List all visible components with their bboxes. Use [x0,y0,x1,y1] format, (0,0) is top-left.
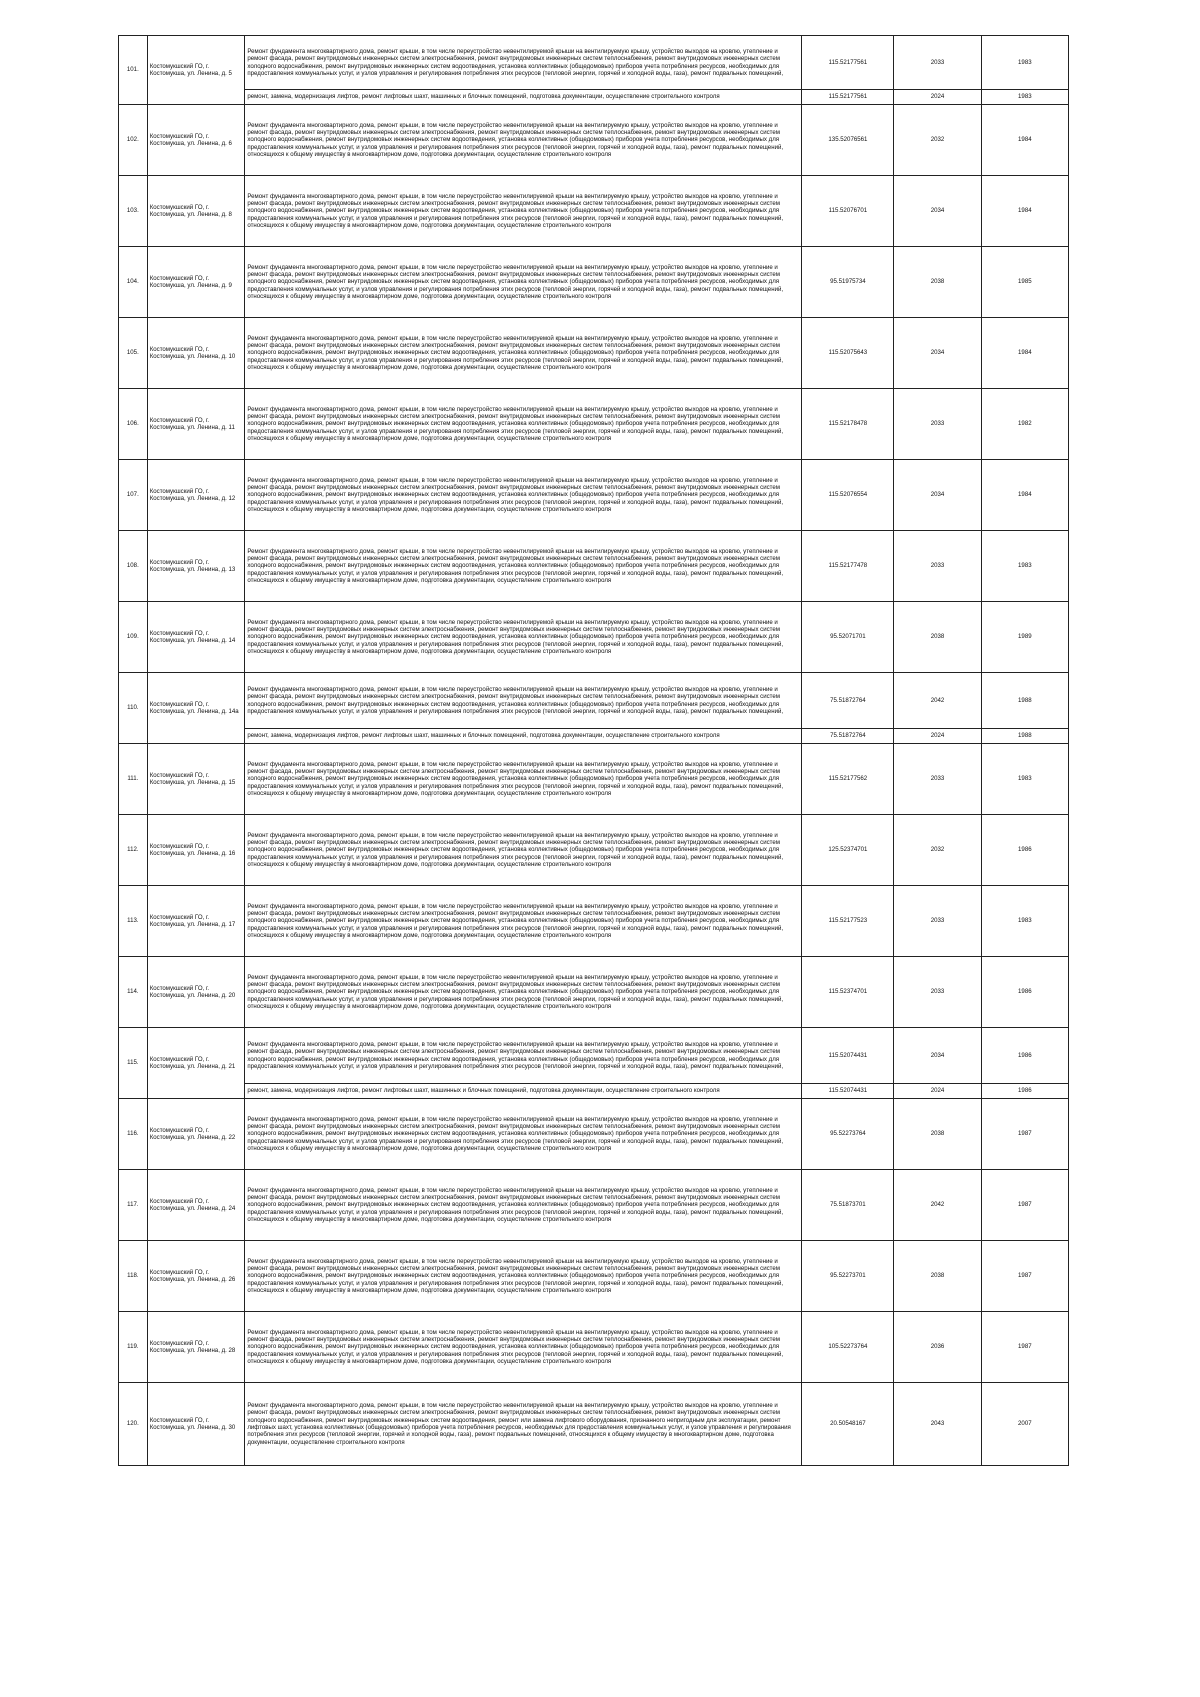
capital-repair-table [118,35,1069,1466]
commission-year-cell: 1984 [981,318,1068,389]
row-number: 117. [119,1170,148,1241]
cost-cell: 75.51873701 [802,1170,894,1241]
commission-year-cell: 1986 [981,815,1068,886]
row-number: 119. [119,1312,148,1383]
address-cell: Костомукшский ГО, г. Костомукша, ул. Ленина, д. 8 [147,176,245,247]
row-number: 102. [119,105,148,176]
table-row [119,90,1069,105]
cost-cell: 115.52076701 [802,176,894,247]
cost-cell: 115.52374701 [802,957,894,1028]
works-description-cell: ремонт, замена, модернизация лифтов, ремонт лифтовых шахт, машинных и блочных помещений, подготовка документации, осуществление строительного контроля [245,1084,802,1099]
planned-year-cell: 2034 [894,1028,981,1084]
commission-year-cell: 1987 [981,1312,1068,1383]
planned-year-cell: 2032 [894,815,981,886]
cost-cell: 95.52273764 [802,1099,894,1170]
works-description-cell: Ремонт фундамента многоквартирного дома, ремонт крыши, в том числе переустройство невентилируемой крыши на вентилируемую крышу, устройство выходов на кровлю, утепление и ремонт фасада, ремонт внутридомовых инженерных систем электроснабжения, ремонт внутридомовых инженерных систем теплоснабжения, ремонт внутридомовых инженерных систем холодного водоснабжения, ремонт внутридомовых инженерных систем водоотведения, установка коллективных (общедомовых) приборов учета потребления ресурсов, необходимых для предоставления коммунальных услуг, и узлов управления и регулирования потребления этих ресурсов (тепловой энергии, горячей и холодной воды, газа), ремонт подвальных помещений, относящихся к общему имуществу в многоквартирном доме, подготовка документации, осуществление строительного контроля [245,886,802,957]
works-description-cell: Ремонт фундамента многоквартирного дома, ремонт крыши, в том числе переустройство невентилируемой крыши на вентилируемую крышу, устройство выходов на кровлю, утепление и ремонт фасада, ремонт внутридомовых инженерных систем электроснабжения, ремонт внутридомовых инженерных систем теплоснабжения, ремонт внутридомовых инженерных систем холодного водоснабжения, ремонт внутридомовых инженерных систем водоотведения, установка коллективных (общедомовых) приборов учета потребления ресурсов, необходимых для предоставления коммунальных услуг, и узлов управления и регулирования потребления этих ресурсов (тепловой энергии, горячей и холодной воды, газа), ремонт подвальных помещений, [245,673,802,729]
cost-cell: 115.52074431 [802,1084,894,1099]
cost-cell: 105.52273764 [802,1312,894,1383]
planned-year-cell: 2043 [894,1383,981,1466]
commission-year-cell: 1987 [981,1241,1068,1312]
table-row [119,1312,1069,1383]
address-cell: Костомукшский ГО, г. Костомукша, ул. Ленина, д. 6 [147,105,245,176]
cost-cell: 20.50548167 [802,1383,894,1466]
works-description-cell: Ремонт фундамента многоквартирного дома, ремонт крыши, в том числе переустройство невентилируемой крыши на вентилируемую крышу, устройство выходов на кровлю, утепление и ремонт фасада, ремонт внутридомовых инженерных систем электроснабжения, ремонт внутридомовых инженерных систем теплоснабжения, ремонт внутридомовых инженерных систем холодного водоснабжения, ремонт внутридомовых инженерных систем водоотведения, установка коллективных (общедомовых) приборов учета потребления ресурсов, необходимых для предоставления коммунальных услуг, и узлов управления и регулирования потребления этих ресурсов (тепловой энергии, горячей и холодной воды, газа), ремонт подвальных помещений, относящихся к общему имуществу в многоквартирном доме, подготовка документации, осуществление строительного контроля [245,957,802,1028]
planned-year-cell: 2038 [894,602,981,673]
row-number: 106. [119,389,148,460]
works-description-cell: Ремонт фундамента многоквартирного дома, ремонт крыши, в том числе переустройство невентилируемой крыши на вентилируемую крышу, устройство выходов на кровлю, утепление и ремонт фасада, ремонт внутридомовых инженерных систем электроснабжения, ремонт внутридомовых инженерных систем теплоснабжения, ремонт внутридомовых инженерных систем холодного водоснабжения, ремонт внутридомовых инженерных систем водоотведения, установка коллективных (общедомовых) приборов учета потребления ресурсов, необходимых для предоставления коммунальных услуг, и узлов управления и регулирования потребления этих ресурсов (тепловой энергии, горячей и холодной воды, газа), ремонт подвальных помещений, относящихся к общему имуществу в многоквартирном доме, подготовка документации, осуществление строительного контроля [245,815,802,886]
table-row [119,247,1069,318]
commission-year-cell: 1987 [981,1099,1068,1170]
table-row [119,389,1069,460]
row-number: 105. [119,318,148,389]
cost-cell: 115.52075643 [802,318,894,389]
works-description-cell: Ремонт фундамента многоквартирного дома, ремонт крыши, в том числе переустройство невентилируемой крыши на вентилируемую крышу, устройство выходов на кровлю, утепление и ремонт фасада, ремонт внутридомовых инженерных систем электроснабжения, ремонт внутридомовых инженерных систем теплоснабжения, ремонт внутридомовых инженерных систем холодного водоснабжения, ремонт внутридомовых инженерных систем водоотведения, установка коллективных (общедомовых) приборов учета потребления ресурсов, необходимых для предоставления коммунальных услуг, и узлов управления и регулирования потребления этих ресурсов (тепловой энергии, горячей и холодной воды, газа), ремонт подвальных помещений, [245,1028,802,1084]
works-description-cell: ремонт, замена, модернизация лифтов, ремонт лифтовых шахт, машинных и блочных помещений, подготовка документации, осуществление строительного контроля [245,729,802,744]
row-number: 116. [119,1099,148,1170]
works-description-cell: Ремонт фундамента многоквартирного дома, ремонт крыши, в том числе переустройство невентилируемой крыши на вентилируемую крышу, устройство выходов на кровлю, утепление и ремонт фасада, ремонт внутридомовых инженерных систем электроснабжения, ремонт внутридомовых инженерных систем теплоснабжения, ремонт внутридомовых инженерных систем холодного водоснабжения, ремонт внутридомовых инженерных систем водоотведения, установка коллективных (общедомовых) приборов учета потребления ресурсов, необходимых для предоставления коммунальных услуг, и узлов управления и регулирования потребления этих ресурсов (тепловой энергии, горячей и холодной воды, газа), ремонт подвальных помещений, относящихся к общему имуществу в многоквартирном доме, подготовка документации, осуществление строительного контроля [245,176,802,247]
commission-year-cell: 1983 [981,90,1068,105]
works-description-cell: Ремонт фундамента многоквартирного дома, ремонт крыши, в том числе переустройство невентилируемой крыши на вентилируемую крышу, устройство выходов на кровлю, утепление и ремонт фасада, ремонт внутридомовых инженерных систем электроснабжения, ремонт внутридомовых инженерных систем теплоснабжения, ремонт внутридомовых инженерных систем холодного водоснабжения, ремонт внутридомовых инженерных систем водоотведения, установка коллективных (общедомовых) приборов учета потребления ресурсов, необходимых для предоставления коммунальных услуг, и узлов управления и регулирования потребления этих ресурсов (тепловой энергии, горячей и холодной воды, газа), ремонт подвальных помещений, относящихся к общему имуществу в многоквартирном доме, подготовка документации, осуществление строительного контроля [245,1312,802,1383]
works-description-cell: Ремонт фундамента многоквартирного дома, ремонт крыши, в том числе переустройство невентилируемой крыши на вентилируемую крышу, устройство выходов на кровлю, утепление и ремонт фасада, ремонт внутридомовых инженерных систем электроснабжения, ремонт внутридомовых инженерных систем теплоснабжения, ремонт внутридомовых инженерных систем холодного водоснабжения, ремонт внутридомовых инженерных систем водоотведения, установка коллективных (общедомовых) приборов учета потребления ресурсов, необходимых для предоставления коммунальных услуг, и узлов управления и регулирования потребления этих ресурсов (тепловой энергии, горячей и холодной воды, газа), ремонт подвальных помещений, относящихся к общему имуществу в многоквартирном доме, подготовка документации, осуществление строительного контроля [245,1170,802,1241]
planned-year-cell: 2024 [894,1084,981,1099]
table-row [119,729,1069,744]
planned-year-cell: 2034 [894,318,981,389]
commission-year-cell: 1987 [981,1170,1068,1241]
works-description-cell: Ремонт фундамента многоквартирного дома, ремонт крыши, в том числе переустройство невентилируемой крыши на вентилируемую крышу, устройство выходов на кровлю, утепление и ремонт фасада, ремонт внутридомовых инженерных систем электроснабжения, ремонт внутридомовых инженерных систем теплоснабжения, ремонт внутридомовых инженерных систем холодного водоснабжения, ремонт внутридомовых инженерных систем водоотведения, установка коллективных (общедомовых) приборов учета потребления ресурсов, необходимых для предоставления коммунальных услуг, и узлов управления и регулирования потребления этих ресурсов (тепловой энергии, горячей и холодной воды, газа), ремонт подвальных помещений, относящихся к общему имуществу в многоквартирном доме, подготовка документации, осуществление строительного контроля [245,1241,802,1312]
cost-cell: 125.52374701 [802,815,894,886]
cost-cell: 115.52177561 [802,36,894,90]
planned-year-cell: 2038 [894,1241,981,1312]
table-row [119,1170,1069,1241]
table-row [119,460,1069,531]
commission-year-cell: 1984 [981,460,1068,531]
row-number: 114. [119,957,148,1028]
table-row [119,602,1069,673]
planned-year-cell: 2033 [894,957,981,1028]
row-number: 109. [119,602,148,673]
planned-year-cell: 2034 [894,176,981,247]
cost-cell: 115.52076554 [802,460,894,531]
table-row [119,176,1069,247]
commission-year-cell: 1983 [981,531,1068,602]
planned-year-cell: 2024 [894,90,981,105]
works-description-cell: Ремонт фундамента многоквартирного дома, ремонт крыши, в том числе переустройство невентилируемой крыши на вентилируемую крышу, устройство выходов на кровлю, утепление и ремонт фасада, ремонт внутридомовых инженерных систем электроснабжения, ремонт внутридомовых инженерных систем теплоснабжения, ремонт внутридомовых инженерных систем холодного водоснабжения, ремонт внутридомовых инженерных систем водоотведения, установка коллективных (общедомовых) приборов учета потребления ресурсов, необходимых для предоставления коммунальных услуг, и узлов управления и регулирования потребления этих ресурсов (тепловой энергии, горячей и холодной воды, газа), ремонт подвальных помещений, относящихся к общему имуществу в многоквартирном доме, подготовка документации, осуществление строительного контроля [245,460,802,531]
row-number: 108. [119,531,148,602]
commission-year-cell: 1984 [981,105,1068,176]
address-cell: Костомукшский ГО, г. Костомукша, ул. Ленина, д. 22 [147,1099,245,1170]
table-row [119,1099,1069,1170]
commission-year-cell: 1983 [981,886,1068,957]
commission-year-cell: 1988 [981,673,1068,729]
row-number: 113. [119,886,148,957]
address-cell: Костомукшский ГО, г. Костомукша, ул. Ленина, д. 17 [147,886,245,957]
cost-cell: 115.52178478 [802,389,894,460]
table-row [119,957,1069,1028]
planned-year-cell: 2034 [894,460,981,531]
row-number: 110. [119,673,148,744]
cost-cell: 135.52076561 [802,105,894,176]
planned-year-cell: 2033 [894,886,981,957]
commission-year-cell: 1988 [981,729,1068,744]
works-description-cell: ремонт, замена, модернизация лифтов, ремонт лифтовых шахт, машинных и блочных помещений, подготовка документации, осуществление строительного контроля [245,90,802,105]
address-cell: Костомукшский ГО, г. Костомукша, ул. Ленина, д. 16 [147,815,245,886]
table-row [119,1084,1069,1099]
cost-cell: 115.52177562 [802,744,894,815]
address-cell: Костомукшский ГО, г. Костомукша, ул. Ленина, д. 20 [147,957,245,1028]
address-cell: Костомукшский ГО, г. Костомукша, ул. Ленина, д. 5 [147,36,245,105]
planned-year-cell: 2033 [894,36,981,90]
planned-year-cell: 2033 [894,389,981,460]
works-description-cell: Ремонт фундамента многоквартирного дома, ремонт крыши, в том числе переустройство невентилируемой крыши на вентилируемую крышу, устройство выходов на кровлю, утепление и ремонт фасада, ремонт внутридомовых инженерных систем электроснабжения, ремонт внутридомовых инженерных систем теплоснабжения, ремонт внутридомовых инженерных систем холодного водоснабжения, ремонт внутридомовых инженерных систем водоотведения, установка коллективных (общедомовых) приборов учета потребления ресурсов, необходимых для предоставления коммунальных услуг, и узлов управления и регулирования потребления этих ресурсов (тепловой энергии, горячей и холодной воды, газа), ремонт подвальных помещений, относящихся к общему имуществу в многоквартирном доме, подготовка документации, осуществление строительного контроля [245,744,802,815]
commission-year-cell: 1989 [981,602,1068,673]
row-number: 112. [119,815,148,886]
address-cell: Костомукшский ГО, г. Костомукша, ул. Ленина, д. 11 [147,389,245,460]
row-number: 107. [119,460,148,531]
cost-cell: 75.51872764 [802,729,894,744]
works-description-cell: Ремонт фундамента многоквартирного дома, ремонт крыши, в том числе переустройство невентилируемой крыши на вентилируемую крышу, устройство выходов на кровлю, утепление и ремонт фасада, ремонт внутридомовых инженерных систем электроснабжения, ремонт внутридомовых инженерных систем теплоснабжения, ремонт внутридомовых инженерных систем холодного водоснабжения, ремонт внутридомовых инженерных систем водоотведения, установка коллективных (общедомовых) приборов учета потребления ресурсов, необходимых для предоставления коммунальных услуг, и узлов управления и регулирования потребления этих ресурсов (тепловой энергии, горячей и холодной воды, газа), ремонт подвальных помещений, относящихся к общему имуществу в многоквартирном доме, подготовка документации, осуществление строительного контроля [245,602,802,673]
works-description-cell: Ремонт фундамента многоквартирного дома, ремонт крыши, в том числе переустройство невентилируемой крыши на вентилируемую крышу, устройство выходов на кровлю, утепление и ремонт фасада, ремонт внутридомовых инженерных систем электроснабжения, ремонт внутридомовых инженерных систем теплоснабжения, ремонт внутридомовых инженерных систем холодного водоснабжения, ремонт внутридомовых инженерных систем водоотведения, установка коллективных (общедомовых) приборов учета потребления ресурсов, необходимых для предоставления коммунальных услуг, и узлов управления и регулирования потребления этих ресурсов (тепловой энергии, горячей и холодной воды, газа), ремонт подвальных помещений, относящихся к общему имуществу в многоквартирном доме, подготовка документации, осуществление строительного контроля [245,105,802,176]
commission-year-cell: 1982 [981,389,1068,460]
cost-cell: 75.51872764 [802,673,894,729]
works-description-cell: Ремонт фундамента многоквартирного дома, ремонт крыши, в том числе переустройство невентилируемой крыши на вентилируемую крышу, устройство выходов на кровлю, утепление и ремонт фасада, ремонт внутридомовых инженерных систем электроснабжения, ремонт внутридомовых инженерных систем теплоснабжения, ремонт внутридомовых инженерных систем холодного водоснабжения, ремонт внутридомовых инженерных систем водоотведения, установка коллективных (общедомовых) приборов учета потребления ресурсов, необходимых для предоставления коммунальных услуг, и узлов управления и регулирования потребления этих ресурсов (тепловой энергии, горячей и холодной воды, газа), ремонт подвальных помещений, относящихся к общему имуществу в многоквартирном доме, подготовка документации, осуществление строительного контроля [245,1099,802,1170]
works-description-cell: Ремонт фундамента многоквартирного дома, ремонт крыши, в том числе переустройство невентилируемой крыши на вентилируемую крышу, устройство выходов на кровлю, утепление и ремонт фасада, ремонт внутридомовых инженерных систем электроснабжения, ремонт внутридомовых инженерных систем теплоснабжения, ремонт внутридомовых инженерных систем холодного водоснабжения, ремонт внутридомовых инженерных систем водоотведения, установка коллективных (общедомовых) приборов учета потребления ресурсов, необходимых для предоставления коммунальных услуг, и узлов управления и регулирования потребления этих ресурсов (тепловой энергии, горячей и холодной воды, газа), ремонт подвальных помещений, относящихся к общему имуществу в многоквартирном доме, подготовка документации, осуществление строительного контроля [245,318,802,389]
table-row [119,531,1069,602]
cost-cell: 95.52071701 [802,602,894,673]
address-cell: Костомукшский ГО, г. Костомукша, ул. Ленина, д. 9 [147,247,245,318]
cost-cell: 115.52177478 [802,531,894,602]
address-cell: Костомукшский ГО, г. Костомукша, ул. Ленина, д. 21 [147,1028,245,1099]
address-cell: Костомукшский ГО, г. Костомукша, ул. Ленина, д. 15 [147,744,245,815]
table-row [119,744,1069,815]
row-number: 101. [119,36,148,105]
address-cell: Костомукшский ГО, г. Костомукша, ул. Ленина, д. 26 [147,1241,245,1312]
row-number: 115. [119,1028,148,1099]
address-cell: Костомукшский ГО, г. Костомукша, ул. Ленина, д. 24 [147,1170,245,1241]
commission-year-cell: 1983 [981,36,1068,90]
table-row [119,1383,1069,1466]
table-row [119,1028,1069,1084]
table-row [119,886,1069,957]
table-row [119,1241,1069,1312]
works-description-cell: Ремонт фундамента многоквартирного дома, ремонт крыши, в том числе переустройство невентилируемой крыши на вентилируемую крышу, устройство выходов на кровлю, утепление и ремонт фасада, ремонт внутридомовых инженерных систем электроснабжения, ремонт внутридомовых инженерных систем теплоснабжения, ремонт внутридомовых инженерных систем холодного водоснабжения, ремонт внутридомовых инженерных систем водоотведения, установка коллективных (общедомовых) приборов учета потребления ресурсов, необходимых для предоставления коммунальных услуг, и узлов управления и регулирования потребления этих ресурсов (тепловой энергии, горячей и холодной воды, газа), ремонт подвальных помещений, относящихся к общему имуществу в многоквартирном доме, подготовка документации, осуществление строительного контроля [245,247,802,318]
commission-year-cell: 2007 [981,1383,1068,1466]
works-description-cell: Ремонт фундамента многоквартирного дома, ремонт крыши, в том числе переустройство невентилируемой крыши на вентилируемую крышу, устройство выходов на кровлю, утепление и ремонт фасада, ремонт внутридомовых инженерных систем электроснабжения, ремонт внутридомовых инженерных систем теплоснабжения, ремонт внутридомовых инженерных систем холодного водоснабжения, ремонт внутридомовых инженерных систем водоотведения, установка коллективных (общедомовых) приборов учета потребления ресурсов, необходимых для предоставления коммунальных услуг, и узлов управления и регулирования потребления этих ресурсов (тепловой энергии, горячей и холодной воды, газа), ремонт подвальных помещений, относящихся к общему имуществу в многоквартирном доме, подготовка документации, осуществление строительного контроля [245,531,802,602]
row-number: 103. [119,176,148,247]
works-description-cell: Ремонт фундамента многоквартирного дома, ремонт крыши, в том числе переустройство невентилируемой крыши на вентилируемую крышу, устройство выходов на кровлю, утепление и ремонт фасада, ремонт внутридомовых инженерных систем электроснабжения, ремонт внутридомовых инженерных систем теплоснабжения, ремонт внутридомовых инженерных систем холодного водоснабжения, ремонт внутридомовых инженерных систем водоотведения, установка коллективных (общедомовых) приборов учета потребления ресурсов, необходимых для предоставления коммунальных услуг, и узлов управления и регулирования потребления этих ресурсов (тепловой энергии, горячей и холодной воды, газа), ремонт подвальных помещений, [245,36,802,90]
works-description-cell: Ремонт фундамента многоквартирного дома, ремонт крыши, в том числе переустройство невентилируемой крыши на вентилируемую крышу, устройство выходов на кровлю, утепление и ремонт фасада, ремонт внутридомовых инженерных систем электроснабжения, ремонт внутридомовых инженерных систем теплоснабжения, ремонт внутридомовых инженерных систем холодного водоснабжения, ремонт внутридомовых инженерных систем водоотведения, установка коллективных (общедомовых) приборов учета потребления ресурсов, необходимых для предоставления коммунальных услуг, и узлов управления и регулирования потребления этих ресурсов (тепловой энергии, горячей и холодной воды, газа), ремонт подвальных помещений, относящихся к общему имуществу в многоквартирном доме, подготовка документации, осуществление строительного контроля [245,389,802,460]
table-row [119,105,1069,176]
table-row [119,673,1069,729]
commission-year-cell: 1985 [981,247,1068,318]
table-row [119,318,1069,389]
works-description-cell: Ремонт фундамента многоквартирного дома, ремонт крыши, в том числе переустройство невентилируемой крыши на вентилируемую крышу, устройство выходов на кровлю, утепление и ремонт фасада, ремонт внутридомовых инженерных систем электроснабжения, ремонт внутридомовых инженерных систем теплоснабжения, ремонт внутридомовых инженерных систем холодного водоснабжения, ремонт внутридомовых инженерных систем водоотведения, ремонт или замена лифтового оборудования, признанного непригодным для эксплуатации, ремонт лифтовых шахт, установка коллективных (общедомовых) приборов учета потребления ресурсов, необходимых для предоставления коммунальных услуг, и узлов управления и регулирования потребления этих ресурсов (тепловой энергии, горячей и холодной воды, газа), ремонт подвальных помещений, относящихся к общему имуществу в многоквартирном доме, подготовка документации, осуществление строительного контроля [245,1383,802,1466]
address-cell: Костомукшский ГО, г. Костомукша, ул. Ленина, д. 28 [147,1312,245,1383]
address-cell: Костомукшский ГО, г. Костомукша, ул. Ленина, д. 12 [147,460,245,531]
planned-year-cell: 2038 [894,1099,981,1170]
row-number: 104. [119,247,148,318]
planned-year-cell: 2042 [894,1170,981,1241]
commission-year-cell: 1986 [981,1028,1068,1084]
address-cell: Костомукшский ГО, г. Костомукша, ул. Ленина, д. 13 [147,531,245,602]
address-cell: Костомукшский ГО, г. Костомукша, ул. Ленина, д. 14а [147,673,245,744]
table-body [119,36,1069,1466]
planned-year-cell: 2032 [894,105,981,176]
cost-cell: 115.52177523 [802,886,894,957]
planned-year-cell: 2038 [894,247,981,318]
address-cell: Костомукшский ГО, г. Костомукша, ул. Ленина, д. 10 [147,318,245,389]
table-row [119,36,1069,90]
commission-year-cell: 1986 [981,1084,1068,1099]
cost-cell: 115.52074431 [802,1028,894,1084]
planned-year-cell: 2024 [894,729,981,744]
cost-cell: 95.52273701 [802,1241,894,1312]
address-cell: Костомукшский ГО, г. Костомукша, ул. Ленина, д. 30 [147,1383,245,1466]
table-row [119,815,1069,886]
cost-cell: 95.51975734 [802,247,894,318]
row-number: 120. [119,1383,148,1466]
commission-year-cell: 1984 [981,176,1068,247]
row-number: 118. [119,1241,148,1312]
planned-year-cell: 2033 [894,531,981,602]
planned-year-cell: 2042 [894,673,981,729]
commission-year-cell: 1983 [981,744,1068,815]
commission-year-cell: 1986 [981,957,1068,1028]
cost-cell: 115.52177561 [802,90,894,105]
planned-year-cell: 2033 [894,744,981,815]
row-number: 111. [119,744,148,815]
planned-year-cell: 2036 [894,1312,981,1383]
address-cell: Костомукшский ГО, г. Костомукша, ул. Ленина, д. 14 [147,602,245,673]
